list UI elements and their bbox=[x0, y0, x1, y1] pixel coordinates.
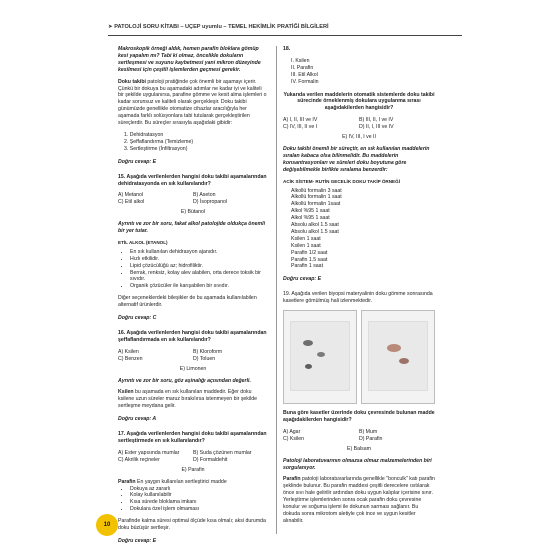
list-item: • Lipid çözücülüğü az; hidrofiliktir. bbox=[130, 263, 268, 270]
q16-option-e: E) Limonen bbox=[179, 365, 207, 372]
list-item: Alkollü formalin 1 saat bbox=[291, 194, 342, 201]
answer-17: Doğru cevap: E bbox=[118, 537, 157, 544]
page-number: 10 bbox=[103, 522, 111, 528]
list-item: • Kolay kullanılabilir bbox=[130, 492, 268, 499]
q15-options bbox=[118, 192, 268, 206]
list-item: • En sık kullanılan dehidrasyon ajanıdır. bbox=[130, 249, 268, 256]
cassette-paraffin-block bbox=[368, 321, 428, 391]
column-divider bbox=[276, 46, 277, 534]
list-item: Parafin 1 saat bbox=[291, 263, 324, 270]
question-17: 17. Aşağıda verilenlerden hangisi doku takibi aşamalarından sertleştirmede en sık kullanılandır? bbox=[118, 431, 267, 444]
etil-tail: Diğer seçeneklerdeki bileşikler de bu aşamada kullanılabilen alternatif ürünlerdir. bbox=[118, 295, 257, 309]
q15-option-b: B) Aseton bbox=[193, 192, 216, 199]
question-16: 16. Aşağıda verilenlerden hangisi doku takibi aşamalarından şeffaflandırmada en sık kullanılandır? bbox=[118, 330, 267, 343]
q19-option-b: B) Mum bbox=[359, 428, 378, 435]
etil-heading: ETİL ALKOL (ETANOL) bbox=[118, 239, 168, 245]
q17-option-c: C) Akrilik reçineler bbox=[118, 456, 160, 463]
answer-15: Doğru cevap: C bbox=[118, 315, 157, 322]
q18-option-c: C) IV, III, II ve I bbox=[283, 124, 318, 131]
q19-option-a: A) Agar bbox=[283, 428, 301, 435]
question-18-number: 18. bbox=[283, 46, 291, 52]
list-item: Parafin 1/2 saat bbox=[291, 249, 328, 256]
list-item: Ksilen 1 saat bbox=[291, 235, 321, 242]
q16-option-d: D) Toluen bbox=[193, 355, 216, 362]
list-item: Alkol %95 1 saat bbox=[291, 215, 330, 222]
q17-option-e: E) Parafin bbox=[181, 466, 205, 473]
q19-explanation: Parafin patoloji laboratuvarlarında genellikle "bonculk" katı parafin şeklinde bulunur. Bu parafin maddesi çeşitli derecelere ısıtılarak önce sıvı hale gelirilir ardından doku uygun kalıplar içerisine sınır. Yerleştirme işlemlerinden sonra ocak parafin doku çevresine konulur ve soğuma işlemi ile dokunun sarması sağlanır. Bu dokuda sonra mikrotom aletiyle çok ince ve uygun kesitler alınabilir. bbox=[283, 476, 435, 524]
list-item: • Berrak, renksiz, kolay alev alabilen, orta derece toksik bir sıvıdır. bbox=[130, 270, 268, 284]
q18-list bbox=[283, 58, 435, 86]
q15-note: Ayrıntı ve zor bir soru, fakat alkol patolojide oldukça önemli bir yer tutar. bbox=[118, 221, 266, 235]
list-item: • Dokulara özel işlem olmaması bbox=[130, 506, 268, 513]
q18-option-e: E) IV, III, I ve II bbox=[342, 134, 376, 141]
q15-option-c: C) Etil alkol bbox=[118, 199, 145, 206]
page-number-badge bbox=[96, 514, 118, 536]
cassette-photos bbox=[283, 310, 435, 404]
q19-option-d: D) Parafin bbox=[359, 435, 383, 442]
q19-options bbox=[283, 429, 435, 443]
list-item: Alkollü formalin 1saat bbox=[291, 201, 341, 208]
list-item: I. Ksilen bbox=[291, 57, 310, 64]
q15-option-e: E) Bütanol bbox=[180, 209, 206, 216]
step-3: 3. Sertleştirme (İnfiltrasyon) bbox=[124, 145, 188, 152]
list-item: II. Parafin bbox=[291, 64, 314, 71]
question-18-stem: Yukarıda verilen maddelerin otomatik sistemlerde doku takibi sürecinde örneklenmiş dokulara uygulanma sırası aşağıdakilerden hangisidir? bbox=[283, 91, 435, 112]
list-item: Alkollü formalin 3 saat bbox=[291, 187, 342, 194]
list-item: IV. Formalin bbox=[291, 78, 319, 85]
answer-18: Doğru cevap: E bbox=[283, 276, 322, 283]
q16-explanation: Ksilen bu aşamada en sık kullanılan maddedir. Eğer doku ksilene uzun süreler maruz bırakılırsa istenmeyen bir şekilde sertleşme meydana gelir. bbox=[118, 389, 257, 410]
cassette-paraffin-block bbox=[290, 321, 350, 391]
q15-option-a: A) Metanol bbox=[118, 192, 144, 199]
q18-option-a: A) I, II, III ve IV bbox=[283, 117, 318, 124]
left-column bbox=[118, 46, 268, 553]
answer-16: Doğru cevap: A bbox=[118, 416, 157, 423]
list-item: • Hızlı etkilidir. bbox=[130, 256, 268, 263]
q16-option-a: A) Ksilen bbox=[118, 348, 139, 355]
tissue-fragment bbox=[305, 364, 312, 369]
list-item: • Kısa sürede bloklama imkanı bbox=[130, 499, 268, 506]
list-item: Alkol %95 1 saat bbox=[291, 208, 330, 215]
header-title: ➤ PATOLOJİ SORU KİTABI – UÇEP uyumlu – TEMEL HEKİMLİK PRATİĞİ BİLGİLERİ bbox=[108, 24, 329, 30]
q17-explanation: Parafin En yaygın kullanılan sertleştirici madde bbox=[118, 478, 227, 485]
q16-option-b: B) Kloroform bbox=[193, 348, 223, 355]
process-steps bbox=[118, 132, 268, 153]
cassette-image-left bbox=[283, 310, 357, 404]
answer-14: Doğru cevap: E bbox=[118, 158, 157, 165]
q17-option-b: B) Suda çözünen mumlar bbox=[193, 449, 252, 456]
q19-option-c: C) Ksilen bbox=[283, 435, 305, 442]
q17-option-a: A) Ester yapısında mumlar bbox=[118, 449, 180, 456]
header-rule bbox=[108, 35, 462, 36]
q17-options bbox=[118, 450, 268, 464]
running-header bbox=[108, 24, 462, 34]
q16-options bbox=[118, 349, 268, 363]
q17-option-d: D) Formaldehit bbox=[193, 456, 228, 463]
schedule-list bbox=[283, 188, 435, 271]
question-15: 15. Aşağıda verilenlerden hangisi doku takibi aşamalarından dehidratasyonda en sık kullanılandır? bbox=[118, 173, 267, 187]
q16-note: Ayrıntı ve zor bir soru, göz aşinalığı açısından değerli. bbox=[118, 377, 251, 384]
tissue-fragment bbox=[303, 340, 313, 346]
q18-option-d: D) II, I, III ve IV bbox=[359, 124, 394, 131]
q19-option-e: E) Balsam bbox=[347, 445, 371, 452]
q19-note: Patoloji laboratuvarının olmazsa olmaz malzemelerinden biri sorgulanıyor. bbox=[283, 457, 432, 471]
question-19-stem: Buna göre kasetler üzerinde doku çevresinde bulunan madde aşağıdakilerden hangisidir? bbox=[283, 410, 435, 423]
parafin-list bbox=[118, 486, 268, 514]
step-1: 1. Dehidratasyon bbox=[124, 131, 164, 138]
step-2: 2. Şeffaflandırma (Temizleme) bbox=[124, 138, 194, 145]
tissue-fragment bbox=[399, 358, 409, 364]
cassette-image-right bbox=[361, 310, 435, 404]
list-item: III. Etil Alkol bbox=[291, 71, 318, 78]
q18-option-b: B) III, II, I ve IV bbox=[359, 117, 394, 124]
question-19: 19. Aşağıda verilen biyopsi materyalinin doku gömme sonrasında kasetlere gömülmüş hali izlenmektedir. bbox=[283, 291, 433, 305]
list-item: Parafin 1.5 saat bbox=[291, 256, 328, 263]
q18-note: Doku takibi önemli bir süreçtir, en sık kullanılan maddelerin sıralan kabaca olsa bilinmelidir. Bu maddelerin konsantrasyonları ve süreleri doku boyutuna göre değişebilmekle birlikte sıralama benzerdir: bbox=[283, 145, 430, 173]
etil-list bbox=[118, 249, 268, 290]
tissue-fragment bbox=[317, 352, 325, 357]
schedule-heading: ACİK SİSTEM- RUTİN GECELİK DOKU TAKİP ÖRNEĞİ bbox=[283, 178, 400, 184]
parafin-tail: Parafinde kalma süresi optimal ölçüde kısa olmalı; aksi durumda doku büzüşür sertleşir. bbox=[118, 518, 266, 532]
tissue-fragment bbox=[387, 344, 401, 352]
q16-option-c: C) Benzen bbox=[118, 355, 143, 362]
list-item: • Organik çözücüler ile karışabilen bir sıvıdır. bbox=[130, 283, 268, 290]
list-item: Absolu alkol 1.5 saat bbox=[291, 228, 339, 235]
list-item: Absolu alkol 1.5 saat bbox=[291, 222, 339, 229]
intro-paragraph: Doku takibi patoloji pratiğinde çok önemli bir aşamayı içerir. Çünkü bir dokuya bu aşamadaki adımlar ne kadar iyi ve kaliteli bir şekilde uygulanırsa, parafine gömme ve kesit alma işlemleri o kadar sorunsuz ve kaliteli olarak gerçekleşir. Doku takibi günümüzde genellikle otomatize cihazlar aracılığıyla her aşamada farklı solüsyonlara tabi tutularak gerçekleştirilen süreçlerdir. Bu süreçler sırasıyla aşağıdaki gibidir: bbox=[118, 78, 267, 127]
q18-options bbox=[283, 117, 435, 131]
q15-option-d: D) İsopropanol bbox=[193, 199, 228, 206]
list-item: Ksilen 1 saat bbox=[291, 242, 321, 249]
right-column bbox=[283, 46, 435, 530]
intro-question: Makroskopik örneği aldık, hemen parafin bloklara gömüp kesi yapalım mı? Tabi ki olmaz, öncelikle dokuların sertleşmesi ve suyunu kaybetmesi yani mikron düzeyinde kesilmesi için çeşitli işlemlerden geçmesi gerekir. bbox=[118, 46, 261, 73]
list-item: • Dokuya az zararlı bbox=[130, 486, 268, 493]
